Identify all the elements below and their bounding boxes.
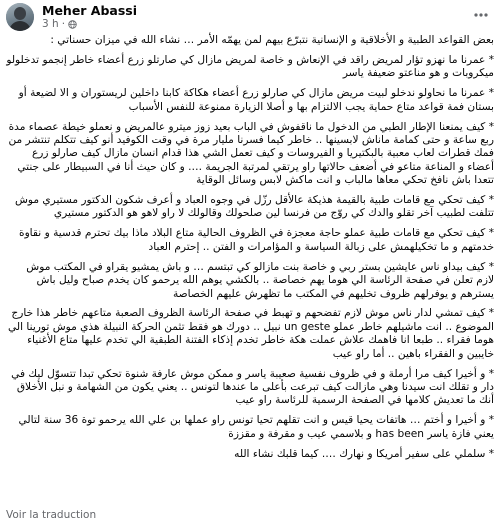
post-paragraph: * كيف تحكي مع قامات طبية بالقيمة هذيكة عالأقل رزّل في وجوه العباد و أعرف شكون الدكتور مستيري موش تتلفت لطبيب آخر تقلو والدك كي روّج من فرنسا لين صلحولك وقالولك لا راو لاهو هو الدكتور مستيري: [14, 194, 494, 220]
author-name[interactable]: Meher Abassi: [42, 3, 138, 18]
post-paragraph: * كيف تمشي لدار ناس موش لازم تفضحهم و تهبط في صفحة الرئاسة الظروف الصعبة متاعهم خاطر هذا خارج الموضوع .. انت ماشيلهم خاطر عملو un geste نبيل .. دورك هو فقط تثمن الحركة النبيلة هذي موش تورينا الي هوما فقراء .. طبعا انا فاهمك علاش عملت هكة خاطر تخدم إذكاء الفتنة الطبقية الي تخدم عليها متاع الأغنياء خايبين و الفقراء باهين .. أما راو عيب: [8, 307, 494, 360]
post-paragraph: * و أخيرا كيف مرا أرملة و في ظروف نفسية صعيبة ياسر و ممكن موش عارفة شنوة تحكي تبدا تتسوّل ليك في دار و تقلك انت سيدنا وهي مازالت كيف تبرعت بأعلى ما عندها لتونس .. يعني يكون من الشهامة و نبل الأخلاق أنك ما تعديش كلامها في الصفحة الرسمية للرئاسة راو عيب: [11, 367, 494, 407]
post-paragraph: * كيف يمنعنا الإطار الطبي من الدخول ما ناقفوش في الباب بعيد زوز ميترو عالمريض و نعملو خيطة عصماء مدة ربع ساعة و حتى كمامة ماناش لابسينها .. خاطر كيما فسرنا مليار مرة في وقت الكوفيد أنو كيف تتكلم تنتشر من فمك قطرات لعاب معبية بالبكتيريا و الفيروسات و كيف تعمل الشي هذا قدام انسان مازال كيف صارلو زرع أعضاء و المناعة متاعو في أضعف حالاتها راو يرتقي لمرتبة الجريمة …. و كان حيث أنا في السبيطار على جنتي تتعدا باش نافخ تحكي معاها مالباب و انت ماكش لابس وسائل الوقاية: [8, 120, 494, 187]
globe-icon: [68, 20, 77, 29]
separator: ·: [61, 18, 66, 30]
more-horizontal-icon: [474, 13, 488, 17]
post-subline: [42, 18, 137, 31]
post-meta: [42, 3, 137, 31]
post-header: [6, 2, 137, 32]
post-time[interactable]: 3 h: [42, 18, 59, 30]
more-options-button[interactable]: [470, 4, 492, 26]
avatar[interactable]: [6, 3, 34, 31]
post-paragraph: * و أخيرا و أختم … هاتفات يحيا قيس و انت تقلهم تحيا تونس راو عملها بن علي الله يرحمو توة 36 سنة لتالي يعني فازة ياسر has been و بلاسمي عيب و مقرفة و مقززة: [18, 414, 494, 440]
post-paragraph: * كيف بيداو ناس عايشين بستر ربي و خاصة بنت مازالو كي تبتسم … و باش يمشيو يقراو في المكتب موش لازم تعلن في صفحة الرئاسة الي هوما يهم خصاصة .. بالكشي يوهم الله يرحمو كان يخدم صباح وليل باش يسترهم و يوفرلهم ظروف تخليهم في المكتب ما تظهرش عليهم الخصاصة: [26, 260, 494, 300]
post-paragraph: * سلملي على سفير أمريكا و نهارك …. كيما قلبك نشاء الله: [234, 447, 494, 460]
post-paragraph: * عمرنا ما نهزو تؤار لمريض راقد في الإنعاش و خاصة لمريض مازال كي صارتلو زرع أعضاء خاطر إنجمو تدخلولو ميكروبات و هو مناعتو ضعيفة ياسر: [6, 53, 494, 80]
post-paragraph: بعض القواعد الطبية و الأخلاقية و الإنسانية نتبرّع بيهم لمن يهمّه الأمر … نشاء الله في ميزان حسناتي :: [50, 34, 494, 46]
see-translation-link[interactable]: Voir la traduction: [6, 509, 97, 521]
post-paragraph: * عمرنا ما نحاولو ندخلو لبيت مريض مازال كي صارلو زرع أعضاء هكاكة كابنا داخلين لريستوران و الا لضيعة أو بستان فمة قواعد متاع حماية يجب الالتزام بها و أصلا الزيارة ممنوعة للنفس الأسباب: [18, 87, 494, 113]
post-paragraph: * كيف تحكي مع قامات طبية عملو حاجة معجزة في الظروف الحالية متاع البلاد ماذا بيك تحترم قدسية و نقاوة خدمتهم و ما تخكيلهمش على زبالة السياسة و المؤامرات و الفتن .. إحترم العباد: [19, 227, 494, 253]
post-body: [6, 34, 494, 467]
